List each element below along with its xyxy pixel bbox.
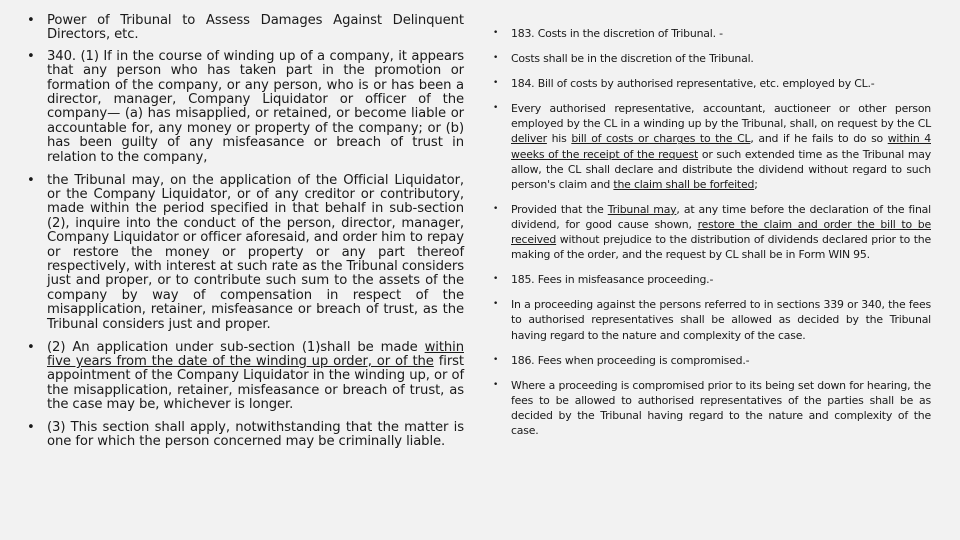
rule-184-text-c: , and if he fails to do so <box>750 132 888 146</box>
right-column <box>493 26 931 448</box>
rule-186-heading <box>493 353 931 368</box>
bullet-icon: • <box>27 172 35 188</box>
bullet-icon: • <box>493 203 499 214</box>
proviso-text-c: without prejudice to the distribution of dividends declared prior to the making of the order, and the request by CL shall be in Form WIN 95. <box>511 233 931 262</box>
left-column <box>22 14 464 458</box>
left-bullet-340-3 <box>22 421 464 450</box>
section-340-heading: Power of Tribunal to Assess Damages Against Delinquent Directors, etc. <box>47 13 464 43</box>
rule-184-within-4-weeks: within 4 weeks of the receipt of the request <box>511 132 931 161</box>
bullet-icon: • <box>27 420 35 436</box>
proviso-tribunal-may: Tribunal may <box>607 202 677 216</box>
rule-184-heading-text: 184. Bill of costs by authorised representative, etc. employed by CL.- <box>511 77 875 91</box>
rule-186-body-text: Where a proceeding is compromised prior to its being set down for hearing, the fees to be allowed to authorised representatives of the parties shall be as decided by the Tribunal having regard to the nature and complexity of the case. <box>511 378 931 437</box>
rule-184-proviso <box>493 202 931 262</box>
proviso-restore-claim: restore the claim and order the bill to be received <box>511 217 931 247</box>
section-340-2-text-b: first appointment of the Company Liquidator in the winding up, or of the misapplication, retainer, misfeasance or breach of trust, as the case may be, whichever is longer. <box>47 353 464 413</box>
section-340-2-underlined: within five years from the date of the winding up order, or of the <box>47 339 464 369</box>
section-340-3-text: (3) This section shall apply, notwithstanding that the matter is one for which the person concerned may be criminally liable. <box>47 420 464 450</box>
rule-184-deliver: deliver <box>511 132 547 146</box>
bullet-icon: • <box>493 274 499 285</box>
rule-183-body-text: Costs shall be in the discretion of the Tribunal. <box>511 52 754 66</box>
rule-184-bill-of-costs: bill of costs or charges to the CL <box>571 132 751 146</box>
rule-184-text-b: his <box>546 132 572 146</box>
rule-186-body <box>493 378 931 438</box>
bullet-icon: • <box>493 103 499 114</box>
bullet-icon: • <box>493 354 499 365</box>
left-bullet-340-2 <box>22 341 464 413</box>
bullet-icon: • <box>493 379 499 390</box>
bullet-icon: • <box>27 13 35 28</box>
bullet-icon: • <box>493 78 499 89</box>
bullet-icon: • <box>493 53 499 64</box>
rule-185-body-text: In a proceeding against the persons referred to in sections 339 or 340, the fees to authorised representatives shall be allowed as decided by the Tribunal having regard to the nature and complexity of the case. <box>511 298 931 342</box>
bullet-icon: • <box>27 48 35 64</box>
rule-185-body <box>493 297 931 342</box>
left-bullet-340-1 <box>22 50 464 165</box>
tribunal-may-text: the Tribunal may, on the application of the Official Liquidator, or the Company Liquidator, or of any creditor or contributory, made within the period specified in that behalf in sub-section (2), inquire into the conduct of the person, director, manager, Company Liquidator or officer aforesaid, and order him to repay or restore the money or property or any part thereof respectively, with interest at such rate as the Tribunal considers just and proper, or to contribute such sum to the assets of the company by way of compensation in respect of the misapplication, retainer, misfeasance or breach of trust, as the Tribunal considers just and proper. <box>47 172 464 332</box>
rule-183-heading <box>493 26 931 41</box>
rule-185-heading <box>493 272 931 287</box>
section-340-2-text-a: (2) An application under sub-section (1)shall be made <box>47 339 425 355</box>
rule-184-claim-forfeited: the claim shall be forfeited <box>613 177 755 191</box>
rule-183-body <box>493 51 931 66</box>
rule-183-heading-text: 183. Costs in the discretion of Tribunal. - <box>511 27 723 40</box>
rule-186-heading-text: 186. Fees when proceeding is compromised.- <box>511 353 750 367</box>
left-bullet-tribunal-may <box>22 174 464 332</box>
proviso-text-b: , at any time before the declaration of the final dividend, for good cause shown, <box>511 202 931 231</box>
rule-184-text-d: or such extended time as the Tribunal may allow, the CL shall declare and distribute the dividend without regard to such person's claim and <box>511 147 931 191</box>
rule-184-body <box>493 101 931 192</box>
bullet-icon: • <box>493 299 499 310</box>
rule-184-text-e: ; <box>754 177 758 191</box>
left-bullet-heading <box>22 14 464 43</box>
proviso-text-a: Provided that the <box>511 202 608 216</box>
bullet-icon: • <box>493 28 499 38</box>
rule-184-heading <box>493 76 931 91</box>
rule-185-heading-text: 185. Fees in misfeasance proceeding.- <box>511 273 714 287</box>
bullet-icon: • <box>27 339 35 355</box>
section-340-1-text: 340. (1) If in the course of winding up of a company, it appears that any person who has taken part in the promotion or formation of the company, or any person, who is or has been a director, manager, Company Liquidator or officer of the company— (a) has misapplied, or retained, or become liable or accountable for, any money or property of the company; or (b) has been guilty of any misfeasance or breach of trust in relation to the company, <box>47 48 464 165</box>
rule-184-text-a: Every authorised representative, accountant, auctioneer or other person employed by the CL in a winding up by the Tribunal, shall, on request by the CL <box>511 102 931 131</box>
